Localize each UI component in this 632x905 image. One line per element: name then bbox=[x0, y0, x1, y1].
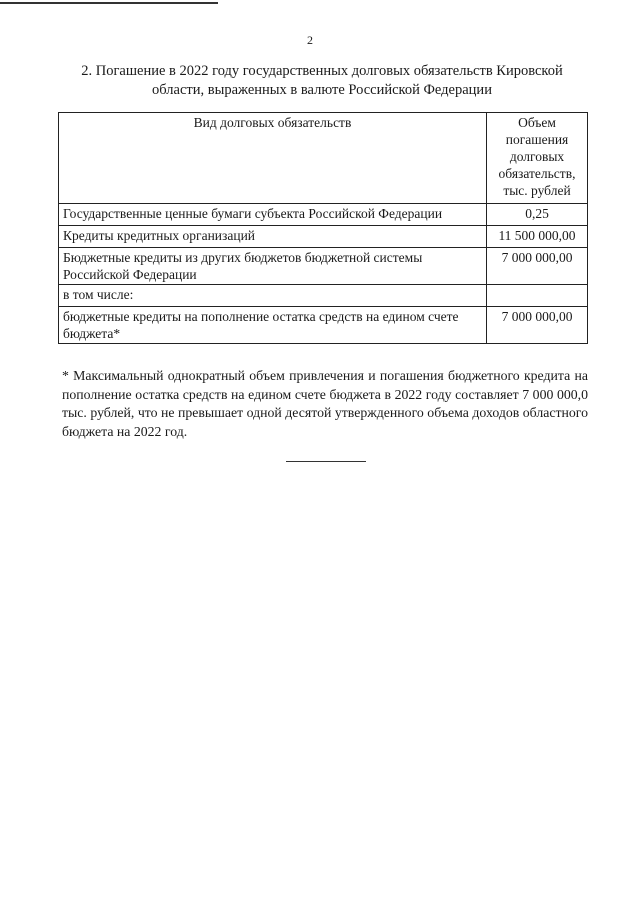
table-row bbox=[59, 226, 588, 248]
table-row bbox=[59, 204, 588, 226]
row-debt-type: Государственные ценные бумаги субъекта Российской Федерации bbox=[59, 204, 487, 226]
row-amount: 0,25 bbox=[487, 204, 588, 226]
header-amount-line: обязательств, bbox=[498, 166, 576, 181]
header-amount-line: Объем bbox=[518, 115, 556, 130]
section-title-line-1: 2. Погашение в 2022 году государственных долговых обязательств Кировской bbox=[81, 63, 563, 79]
row-amount: 11 500 000,00 bbox=[487, 226, 588, 248]
row-amount: 7 000 000,00 bbox=[487, 248, 588, 285]
header-debt-type: Вид долговых обязательств bbox=[59, 113, 487, 204]
table-row bbox=[59, 285, 588, 307]
row-debt-type: бюджетные кредиты на пополнение остатка средств на едином счете бюджета* bbox=[59, 307, 487, 344]
header-amount bbox=[487, 113, 588, 204]
page-number: 2 bbox=[307, 33, 313, 47]
row-amount bbox=[487, 285, 588, 307]
end-divider bbox=[286, 461, 366, 462]
row-debt-type: Кредиты кредитных организаций bbox=[59, 226, 487, 248]
footnote: * Максимальный однократный объем привлечения и погашения бюджетного кредита на пополнение остатка средств на едином счете бюджета в 2022 году составляет 7 000 000,0 тыс. рублей, что не превышает одной десятой утвержденного объема доходов областного бюджета на 2022 год. bbox=[62, 368, 588, 439]
debt-repayment-table bbox=[58, 112, 588, 344]
row-debt-type: в том числе: bbox=[59, 285, 487, 307]
table-header-row bbox=[59, 113, 588, 204]
section-title-line-2: области, выраженных в валюте Российской Федерации bbox=[152, 82, 492, 98]
table-row bbox=[59, 248, 588, 285]
header-amount-line: погашения bbox=[505, 132, 569, 147]
table-row bbox=[59, 307, 588, 344]
section-title bbox=[62, 62, 582, 100]
top-rule bbox=[0, 2, 218, 4]
row-debt-type: Бюджетные кредиты из других бюджетов бюджетной системы Российской Федерации bbox=[59, 248, 487, 285]
header-amount-line: тыс. рублей bbox=[503, 183, 571, 198]
row-amount: 7 000 000,00 bbox=[487, 307, 588, 344]
header-amount-line: долговых bbox=[509, 149, 565, 164]
